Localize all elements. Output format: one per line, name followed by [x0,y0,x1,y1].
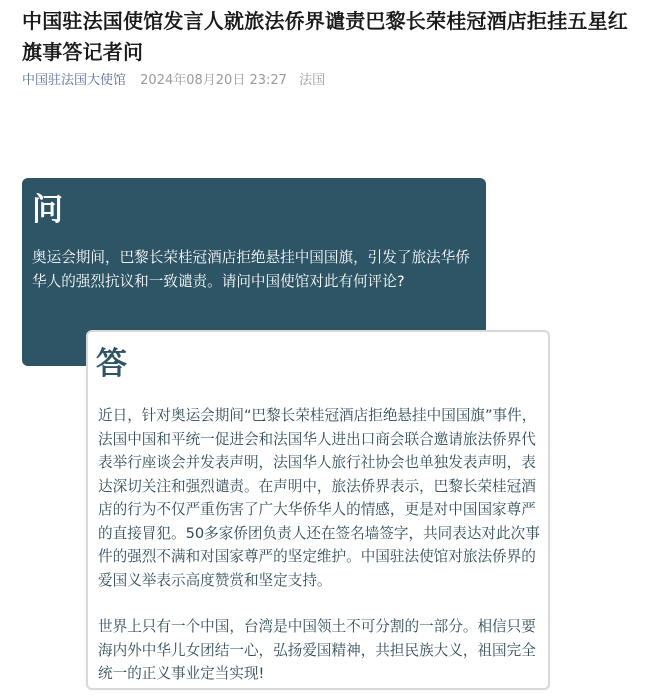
question-heading: 问 [32,192,63,228]
source-account-link[interactable]: 中国驻法国大使馆 [22,73,127,88]
question-text: 奥运会期间，巴黎长荣桂冠酒店拒绝悬挂中国国旗，引发了旅法华侨华人的强烈抗议和一致谴责。请问中国使馆对此有何评论? [32,249,470,290]
answer-body [98,404,540,686]
answer-paragraph: 世界上只有一个中国，台湾是中国领土不可分割的一部分。相信只要海内外中华儿女团结一心，弘扬爱国精神，共担民族大义，祖国完全统一的正义事业定当实现! [98,618,536,682]
answer-card [86,330,550,690]
article-title: 中国驻法国使馆发言人就旅法侨界谴责巴黎长荣桂冠酒店拒挂五星红旗事答记者问 [22,9,628,64]
publish-date: 2024年08月20日 23:27 [140,73,287,88]
publish-location: 法国 [299,73,326,88]
answer-heading: 答 [96,346,127,382]
answer-paragraph: 近日，针对奥运会期间“巴黎长荣桂冠酒店拒绝悬挂中国国旗”事件，法国中国和平统一促进会和法国华人进出口商会联合邀请旅法侨界代表举行座谈会并发表声明，法国华人旅行社协会也单独发表声明，表达深切关注和强烈谴责。在声明中，旅法侨界表示，巴黎长荣桂冠酒店的行为不仅严重伤害了广大华侨华人的情感，更是对中国国家尊严的直接冒犯。50多家侨团负责人还在签名墙签字，共同表达对此次事件的强烈不满和对国家尊严的坚定维护。中国驻法使馆对旅法侨界的爱国义举表示高度赞赏和坚定支持。 [98,407,540,589]
article-meta [22,71,325,91]
